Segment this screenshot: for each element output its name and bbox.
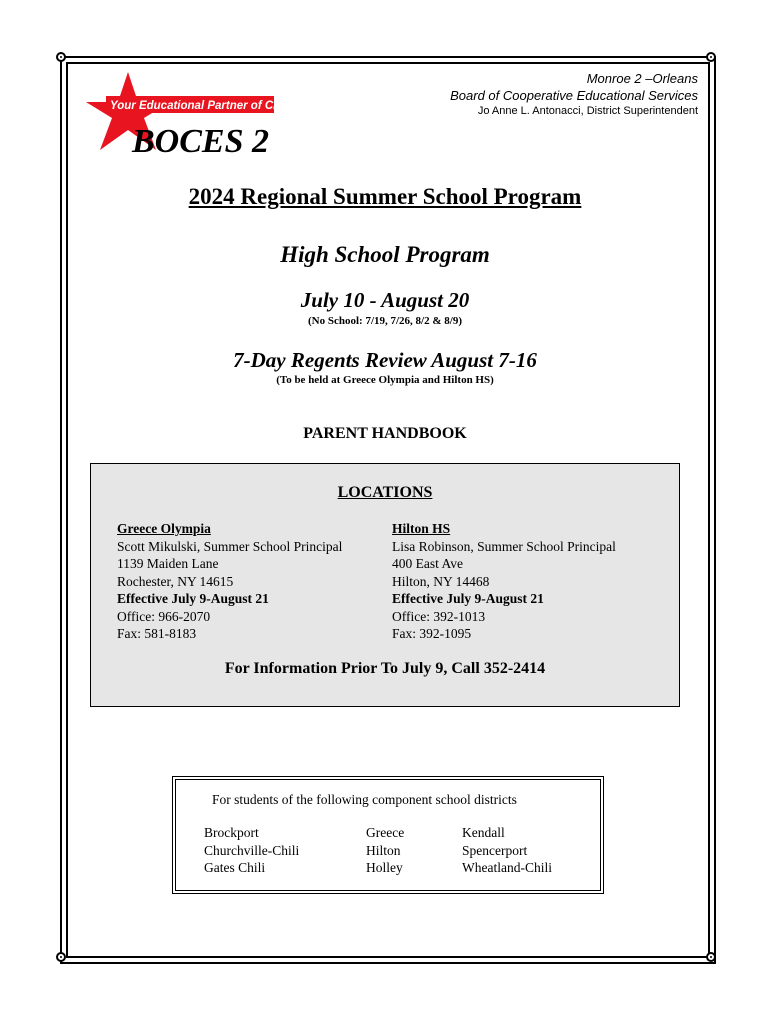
location-effective: Effective July 9-August 21: [117, 591, 269, 606]
location-name: Greece Olympia: [117, 521, 211, 536]
corner-ornament: [706, 952, 716, 962]
logo-name: BOCES 2: [132, 123, 269, 160]
corner-ornament: [706, 52, 716, 62]
corner-ornament: [56, 52, 66, 62]
page-title: 2024 Regional Summer School Program: [188, 184, 582, 209]
location-fax: Fax: 581-8183: [117, 626, 197, 641]
district-item: Churchville-Chili: [204, 842, 300, 858]
no-school-note: (No School: 7/19, 7/26, 8/2 & 8/9): [308, 315, 462, 327]
location-address1: 1139 Maiden Lane: [117, 556, 219, 571]
program-name: High School Program: [280, 242, 490, 267]
location-fax: Fax: 392-1095: [392, 626, 472, 641]
locations-heading: LOCATIONS: [337, 484, 433, 501]
district-item: Spencerport: [462, 842, 528, 858]
location-effective: Effective July 9-August 21: [392, 591, 544, 606]
location-hilton-hs: [392, 520, 616, 643]
district-item: Greece: [366, 825, 405, 840]
corner-ornament: [56, 952, 66, 962]
district-item: Hilton: [366, 842, 401, 858]
district-item: Wheatland-Chili: [462, 860, 552, 875]
district-item: Kendall: [462, 825, 505, 840]
districts-heading: For students of the following component school districts: [212, 792, 517, 807]
districts-column-2: [366, 824, 404, 877]
location-greece-olympia: [117, 520, 342, 643]
regents-note: (To be held at Greece Olympia and Hilton HS): [276, 374, 494, 386]
boces2-logo: [80, 66, 304, 166]
locations-box: [90, 463, 680, 707]
location-principal: Scott Mikulski, Summer School Principal: [117, 538, 343, 554]
org-line1: Monroe 2 –Orleans: [586, 71, 698, 86]
org-line2: Board of Cooperative Educational Services: [450, 88, 698, 103]
location-address2: Hilton, NY 14468: [392, 573, 490, 589]
logo-tagline: Your Educational Partner of Choice: [110, 100, 304, 112]
regents-review: 7-Day Regents Review August 7-16: [233, 348, 537, 372]
info-phone: For Information Prior To July 9, Call 352-2414: [224, 660, 546, 677]
superintendent: Jo Anne L. Antonacci, District Superintendent: [477, 105, 698, 117]
district-item: Brockport: [204, 825, 259, 840]
districts-column-1: [204, 824, 299, 877]
location-office: Office: 392-1013: [392, 608, 486, 624]
program-dates: July 10 - August 20: [300, 288, 470, 312]
location-principal: Lisa Robinson, Summer School Principal: [392, 538, 616, 554]
location-office: Office: 966-2070: [117, 608, 211, 624]
location-address1: 400 East Ave: [392, 556, 463, 571]
districts-box: [172, 776, 604, 894]
district-item: Holley: [366, 860, 403, 875]
handbook-heading: PARENT HANDBOOK: [303, 425, 467, 442]
location-name: Hilton HS: [392, 521, 451, 536]
districts-column-3: [462, 824, 552, 877]
district-item: Gates Chili: [204, 860, 266, 875]
org-header: [450, 70, 698, 119]
location-address2: Rochester, NY 14615: [117, 573, 234, 589]
